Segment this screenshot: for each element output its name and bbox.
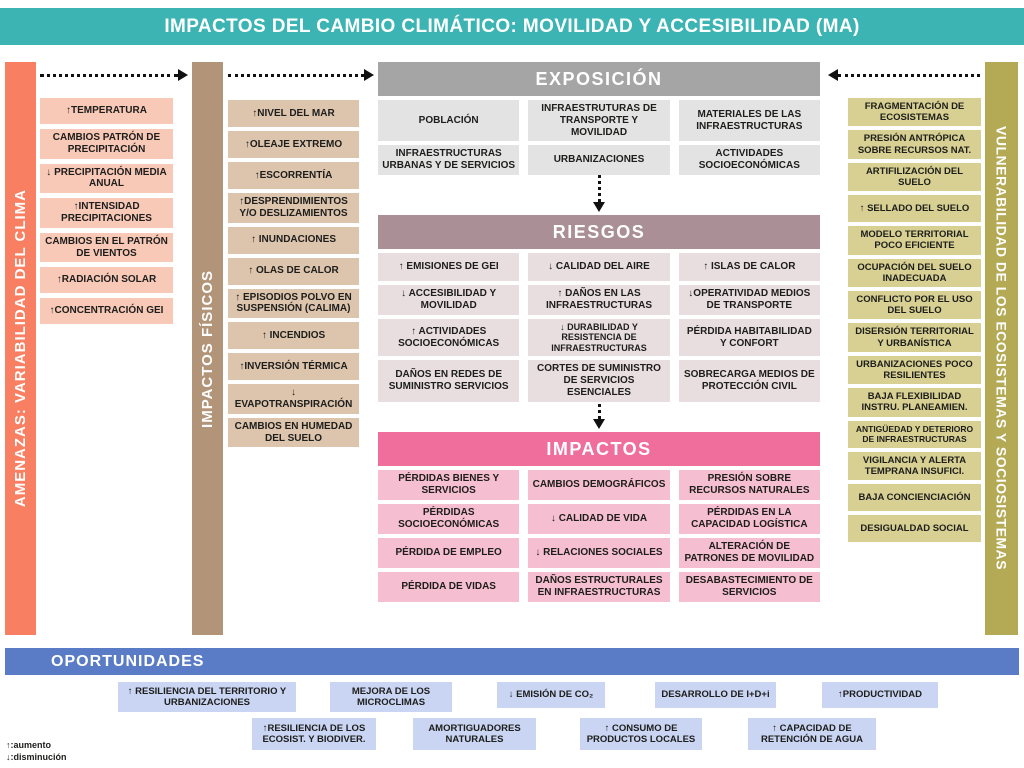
riesgo-item: ↓ DURABILIDAD Y RESISTENCIA DE INFRAESTRUCTURAS xyxy=(528,319,669,357)
amenazas-bar-label: AMENAZAS: VARIABILIDAD DEL CLIMA xyxy=(12,189,29,508)
exposicion-section xyxy=(378,62,820,175)
riesgos-grid xyxy=(378,253,820,402)
vulnerabilidad-item: ↑ SELLADO DEL SUELO xyxy=(848,195,981,222)
riesgo-item: ↑ ISLAS DE CALOR xyxy=(679,253,820,281)
vulnerabilidad-item: VIGILANCIA Y ALERTA TEMPRANA INSUFICI. xyxy=(848,452,981,480)
exposicion-grid xyxy=(378,100,820,175)
legend-down: ↓:disminución xyxy=(6,751,67,762)
impacto-item: ↓ RELACIONES SOCIALES xyxy=(528,538,669,568)
arrow-legend xyxy=(6,740,67,763)
vulnerabilidad-item: PRESIÓN ANTRÓPICA SOBRE RECURSOS NAT. xyxy=(848,130,981,158)
vulnerabilidad-item: OCUPACIÓN DEL SUELO INADECUADA xyxy=(848,259,981,287)
riesgo-item: ↓ ACCESIBILIDAD Y MOVILIDAD xyxy=(378,285,519,315)
impacto-item: PÉRDIDA DE VIDAS xyxy=(378,572,519,602)
amenaza-item: ↑CONCENTRACIÓN GEI xyxy=(40,298,173,324)
exposicion-item: ACTIVIDADES SOCIOECONÓMICAS xyxy=(679,145,820,175)
impacto-item: ↓ CALIDAD DE VIDA xyxy=(528,504,669,534)
arrowhead-left-icon xyxy=(828,69,838,81)
riesgo-item: PÉRDIDA HABITABILIDAD Y CONFORT xyxy=(679,319,820,357)
impacto-fisico-item: ↑ESCORRENTÍA xyxy=(228,162,359,189)
arrow-fisicos-to-exposicion xyxy=(228,68,374,82)
impacto-fisico-item: ↑INVERSIÓN TÉRMICA xyxy=(228,353,359,380)
impactos-fisicos-bar-label: IMPACTOS FÍSICOS xyxy=(199,269,216,428)
oportunidad-item: DESARROLLO DE I+D+i xyxy=(655,682,776,708)
vulnerabilidad-item: CONFLICTO POR EL USO DEL SUELO xyxy=(848,291,981,319)
vulnerabilidad-item: DESIGUALDAD SOCIAL xyxy=(848,515,981,542)
riesgos-section xyxy=(378,215,820,402)
amenaza-item: CAMBIOS PATRÓN DE PRECIPITACIÓN xyxy=(40,129,173,159)
riesgos-header: RIESGOS xyxy=(378,215,820,249)
arrowhead-right-icon xyxy=(364,69,374,81)
amenaza-item: ↓ PRECIPITACIÓN MEDIA ANUAL xyxy=(40,164,173,194)
dotted-line xyxy=(228,74,364,77)
impacto-item: CAMBIOS DEMOGRÁFICOS xyxy=(528,470,669,500)
amenaza-item: ↑RADIACIÓN SOLAR xyxy=(40,267,173,293)
impacto-item: PÉRDIDAS BIENES Y SERVICIOS xyxy=(378,470,519,500)
exposicion-item: URBANIZACIONES xyxy=(528,145,669,175)
impacto-item: PÉRDIDAS SOCIOECONÓMICAS xyxy=(378,504,519,534)
vulnerabilidad-item: ARTIFILIZACIÓN DEL SUELO xyxy=(848,163,981,191)
exposicion-header: EXPOSICIÓN xyxy=(378,62,820,96)
exposicion-item: MATERIALES DE LAS INFRAESTRUCTURAS xyxy=(679,100,820,141)
vulnerabilidad-item: ANTIGÜEDAD Y DETERIORO DE INFRAESTRUCTURAS xyxy=(848,421,981,448)
arrowhead-down-icon xyxy=(593,419,605,429)
impacto-item: DAÑOS ESTRUCTURALES EN INFRAESTRUCTURAS xyxy=(528,572,669,602)
riesgo-item: ↑ EMISIONES DE GEI xyxy=(378,253,519,281)
exposicion-item: POBLACIÓN xyxy=(378,100,519,141)
arrowhead-right-icon xyxy=(178,69,188,81)
impacto-fisico-item: ↑ INUNDACIONES xyxy=(228,227,359,254)
riesgo-item: DAÑOS EN REDES DE SUMINISTRO SERVICIOS xyxy=(378,360,519,401)
impacto-item: DESABASTECIMIENTO DE SERVICIOS xyxy=(679,572,820,602)
vulnerabilidad-bar-label: VULNERABILIDAD DE LOS ECOSISTEMAS Y SOCIOSISTEMAS xyxy=(993,126,1010,571)
amenaza-item: ↑TEMPERATURA xyxy=(40,98,173,124)
riesgo-item: ↑ DAÑOS EN LAS INFRAESTRUCTURAS xyxy=(528,285,669,315)
vulnerabilidad-item: BAJA FLEXIBILIDAD INSTRU. PLANEAMIEN. xyxy=(848,388,981,416)
impacto-item: PÉRDIDA DE EMPLEO xyxy=(378,538,519,568)
dotted-line xyxy=(40,74,178,77)
impacto-fisico-item: ↑ OLAS DE CALOR xyxy=(228,258,359,285)
impacto-fisico-item: CAMBIOS EN HUMEDAD DEL SUELO xyxy=(228,418,359,448)
impacto-fisico-item: ↑NIVEL DEL MAR xyxy=(228,100,359,127)
exposicion-item: INFRAESTRUCTURAS URBANAS Y DE SERVICIOS xyxy=(378,145,519,175)
oportunidad-item: AMORTIGUADORES NATURALES xyxy=(413,718,536,750)
impacto-fisico-item: ↑OLEAJE EXTREMO xyxy=(228,131,359,158)
vulnerabilidad-item: MODELO TERRITORIAL POCO EFICIENTE xyxy=(848,226,981,254)
vulnerabilidad-item: BAJA CONCIENCIACIÓN xyxy=(848,484,981,511)
page-title: IMPACTOS DEL CAMBIO CLIMÁTICO: MOVILIDAD Y ACCESIBILIDAD (MA) xyxy=(0,8,1024,45)
amenaza-item: ↑INTENSIDAD PRECIPITACIONES xyxy=(40,198,173,228)
riesgo-item: SOBRECARGA MEDIOS DE PROTECCIÓN CIVIL xyxy=(679,360,820,401)
impactos-section xyxy=(378,432,820,602)
arrow-exposicion-to-riesgos xyxy=(592,170,606,212)
arrow-amenazas-to-fisicos xyxy=(40,68,188,82)
riesgo-item: CORTES DE SUMINISTRO DE SERVICIOS ESENCIALES xyxy=(528,360,669,401)
impacto-fisico-item: ↑ INCENDIOS xyxy=(228,322,359,349)
impacto-fisico-item: ↓ EVAPOTRANSPIRACIÓN xyxy=(228,384,359,414)
impacto-item: PÉRDIDAS EN LA CAPACIDAD LOGÍSTICA xyxy=(679,504,820,534)
impacto-item: ALTERACIÓN DE PATRONES DE MOVILIDAD xyxy=(679,538,820,568)
impacto-fisico-item: ↑ EPISODIOS POLVO EN SUSPENSIÓN (CALIMA) xyxy=(228,289,359,319)
impactos-fisicos-column xyxy=(228,100,359,447)
oportunidad-item: ↑PRODUCTIVIDAD xyxy=(822,682,938,708)
vulnerabilidad-item: DISERSIÓN TERRITORIAL Y URBANÍSTICA xyxy=(848,323,981,351)
impacto-fisico-item: ↑DESPRENDIMIENTOS Y/O DESLIZAMIENTOS xyxy=(228,193,359,223)
riesgo-item: ↓ CALIDAD DEL AIRE xyxy=(528,253,669,281)
impactos-grid xyxy=(378,470,820,602)
vulnerabilidad-bar xyxy=(985,62,1018,635)
amenazas-bar xyxy=(5,62,36,635)
oportunidades-header: OPORTUNIDADES xyxy=(5,648,1019,675)
amenazas-column xyxy=(40,98,173,324)
amenaza-item: CAMBIOS EN EL PATRÓN DE VIENTOS xyxy=(40,233,173,263)
riesgo-item: ↓OPERATIVIDAD MEDIOS DE TRANSPORTE xyxy=(679,285,820,315)
legend-up: ↑:aumento xyxy=(6,740,51,750)
oportunidad-item: ↑ RESILIENCIA DEL TERRITORIO Y URBANIZACIONES xyxy=(118,682,296,712)
oportunidad-item: ↑RESILIENCIA DE LOS ECOSIST. Y BIODIVER. xyxy=(252,718,376,750)
arrowhead-down-icon xyxy=(593,202,605,212)
impacto-item: PRESIÓN SOBRE RECURSOS NATURALES xyxy=(679,470,820,500)
vulnerabilidad-item: FRAGMENTACIÓN DE ECOSISTEMAS xyxy=(848,98,981,126)
vulnerabilidad-column xyxy=(848,98,981,542)
dotted-line xyxy=(838,74,980,77)
riesgo-item: ↑ ACTIVIDADES SOCIOECONÓMICAS xyxy=(378,319,519,357)
arrow-vulnerabilidad-to-exposicion xyxy=(828,68,980,82)
impactos-header: IMPACTOS xyxy=(378,432,820,466)
oportunidad-item: ↑ CAPACIDAD DE RETENCIÓN DE AGUA xyxy=(748,718,876,750)
oportunidad-item: MEJORA DE LOS MICROCLIMAS xyxy=(330,682,452,712)
oportunidad-item: ↓ EMISIÓN DE CO₂ xyxy=(497,682,605,708)
oportunidad-item: ↑ CONSUMO DE PRODUCTOS LOCALES xyxy=(580,718,702,750)
exposicion-item: INFRAESTRUTURAS DE TRANSPORTE Y MOVILIDAD xyxy=(528,100,669,141)
impactos-fisicos-bar xyxy=(192,62,223,635)
vulnerabilidad-item: URBANIZACIONES POCO RESILIENTES xyxy=(848,356,981,384)
